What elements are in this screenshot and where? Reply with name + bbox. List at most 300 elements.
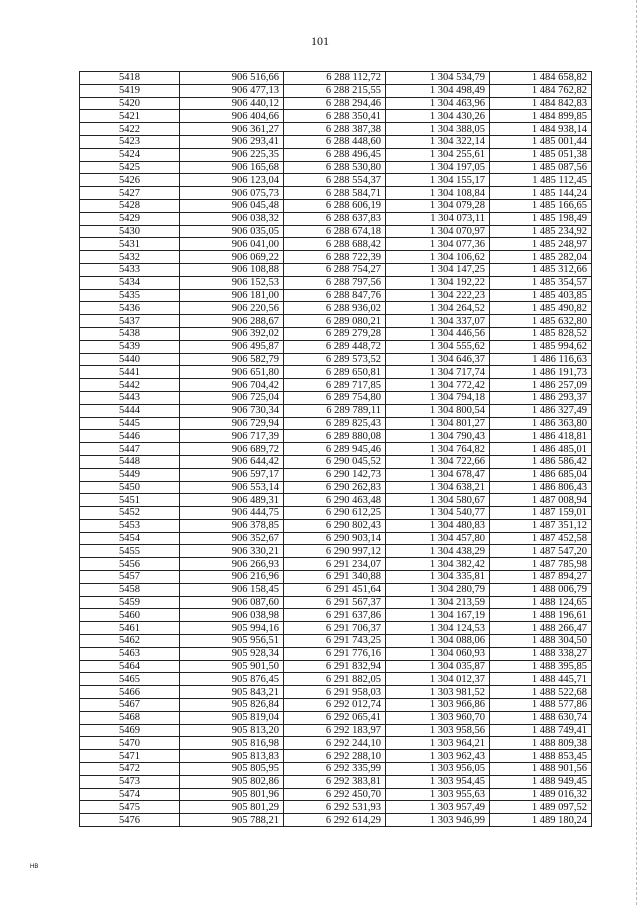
table-row bbox=[80, 507, 592, 520]
point-id-cell: 5460 bbox=[80, 609, 180, 622]
coordinate-cell: 6 291 776,16 bbox=[284, 647, 386, 660]
table-row bbox=[80, 263, 592, 276]
coordinate-cell: 906 444,75 bbox=[180, 507, 284, 520]
table-row bbox=[80, 814, 592, 827]
coordinate-cell: 1 486 485,01 bbox=[490, 443, 592, 456]
point-id-cell: 5423 bbox=[80, 135, 180, 148]
table-row bbox=[80, 225, 592, 238]
table-row bbox=[80, 430, 592, 443]
coordinate-cell: 906 495,87 bbox=[180, 340, 284, 353]
coordinates-table-body bbox=[80, 72, 592, 827]
table-row bbox=[80, 123, 592, 136]
table-row bbox=[80, 199, 592, 212]
point-id-cell: 5441 bbox=[80, 366, 180, 379]
point-id-cell: 5447 bbox=[80, 443, 180, 456]
coordinate-cell: 1 484 658,82 bbox=[490, 72, 592, 85]
coordinate-cell: 1 304 070,97 bbox=[386, 225, 490, 238]
point-id-cell: 5437 bbox=[80, 315, 180, 328]
point-id-cell: 5474 bbox=[80, 788, 180, 801]
coordinate-cell: 1 488 949,45 bbox=[490, 775, 592, 788]
point-id-cell: 5444 bbox=[80, 404, 180, 417]
point-id-cell: 5453 bbox=[80, 519, 180, 532]
coordinate-cell: 1 484 938,14 bbox=[490, 123, 592, 136]
coordinate-cell: 1 488 266,47 bbox=[490, 622, 592, 635]
coordinate-cell: 906 075,73 bbox=[180, 187, 284, 200]
coordinate-cell: 906 330,21 bbox=[180, 545, 284, 558]
coordinate-cell: 905 801,96 bbox=[180, 788, 284, 801]
coordinate-cell: 6 291 340,88 bbox=[284, 571, 386, 584]
coordinate-cell: 6 290 463,48 bbox=[284, 494, 386, 507]
coordinate-cell: 1 486 327,49 bbox=[490, 404, 592, 417]
coordinate-cell: 6 288 554,37 bbox=[284, 174, 386, 187]
point-id-cell: 5471 bbox=[80, 750, 180, 763]
coordinate-cell: 1 484 842,83 bbox=[490, 97, 592, 110]
coordinate-cell: 6 289 945,46 bbox=[284, 443, 386, 456]
point-id-cell: 5418 bbox=[80, 72, 180, 85]
coordinate-cell: 1 304 722,66 bbox=[386, 455, 490, 468]
coordinate-cell: 6 291 706,37 bbox=[284, 622, 386, 635]
table-row bbox=[80, 366, 592, 379]
table-row bbox=[80, 289, 592, 302]
coordinate-cell: 6 288 722,39 bbox=[284, 251, 386, 264]
coordinate-cell: 1 485 234,92 bbox=[490, 225, 592, 238]
table-row bbox=[80, 148, 592, 161]
coordinate-cell: 1 304 155,17 bbox=[386, 174, 490, 187]
coordinate-cell: 1 488 901,56 bbox=[490, 763, 592, 776]
point-id-cell: 5420 bbox=[80, 97, 180, 110]
coordinate-cell: 1 304 438,29 bbox=[386, 545, 490, 558]
coordinate-cell: 6 289 789,11 bbox=[284, 404, 386, 417]
coordinate-cell: 1 485 312,66 bbox=[490, 263, 592, 276]
coordinate-cell: 906 582,79 bbox=[180, 353, 284, 366]
coordinate-cell: 905 826,84 bbox=[180, 699, 284, 712]
coordinate-cell: 6 292 531,93 bbox=[284, 801, 386, 814]
coordinate-cell: 906 392,02 bbox=[180, 327, 284, 340]
coordinate-cell: 1 486 191,73 bbox=[490, 366, 592, 379]
coordinate-cell: 1 304 580,67 bbox=[386, 494, 490, 507]
coordinate-cell: 905 813,83 bbox=[180, 750, 284, 763]
coordinate-cell: 1 303 946,99 bbox=[386, 814, 490, 827]
table-row bbox=[80, 110, 592, 123]
coordinate-cell: 6 289 754,80 bbox=[284, 391, 386, 404]
table-row bbox=[80, 737, 592, 750]
coordinate-cell: 1 303 964,21 bbox=[386, 737, 490, 750]
coordinate-cell: 1 484 899,85 bbox=[490, 110, 592, 123]
table-row bbox=[80, 455, 592, 468]
table-row bbox=[80, 583, 592, 596]
table-row bbox=[80, 673, 592, 686]
coordinate-cell: 1 304 534,79 bbox=[386, 72, 490, 85]
point-id-cell: 5476 bbox=[80, 814, 180, 827]
coordinate-cell: 1 304 430,26 bbox=[386, 110, 490, 123]
coordinate-cell: 906 293,41 bbox=[180, 135, 284, 148]
table-row bbox=[80, 161, 592, 174]
point-id-cell: 5428 bbox=[80, 199, 180, 212]
coordinate-cell: 6 288 606,19 bbox=[284, 199, 386, 212]
coordinate-cell: 1 488 395,85 bbox=[490, 660, 592, 673]
coordinate-cell: 1 304 213,59 bbox=[386, 596, 490, 609]
coordinate-cell: 6 290 997,12 bbox=[284, 545, 386, 558]
coordinate-cell: 1 488 124,65 bbox=[490, 596, 592, 609]
coordinate-cell: 6 288 530,80 bbox=[284, 161, 386, 174]
point-id-cell: 5466 bbox=[80, 686, 180, 699]
coordinate-cell: 906 266,93 bbox=[180, 558, 284, 571]
coordinate-cell: 1 488 196,61 bbox=[490, 609, 592, 622]
coordinate-cell: 1 304 106,62 bbox=[386, 251, 490, 264]
coordinate-cell: 1 486 116,63 bbox=[490, 353, 592, 366]
coordinate-cell: 1 487 351,12 bbox=[490, 519, 592, 532]
table-row bbox=[80, 711, 592, 724]
table-row bbox=[80, 391, 592, 404]
coordinate-cell: 906 045,48 bbox=[180, 199, 284, 212]
coordinate-cell: 1 304 280,79 bbox=[386, 583, 490, 596]
coordinate-cell: 905 813,20 bbox=[180, 724, 284, 737]
coordinate-cell: 1 485 087,56 bbox=[490, 161, 592, 174]
coordinate-cell: 1 304 678,47 bbox=[386, 468, 490, 481]
point-id-cell: 5462 bbox=[80, 635, 180, 648]
table-row bbox=[80, 519, 592, 532]
coordinate-cell: 1 304 147,25 bbox=[386, 263, 490, 276]
coordinate-cell: 6 289 650,81 bbox=[284, 366, 386, 379]
coordinate-cell: 6 292 288,10 bbox=[284, 750, 386, 763]
table-row bbox=[80, 801, 592, 814]
coordinate-cell: 1 304 088,06 bbox=[386, 635, 490, 648]
coordinate-cell: 1 485 354,57 bbox=[490, 276, 592, 289]
coordinate-cell: 1 304 555,62 bbox=[386, 340, 490, 353]
point-id-cell: 5429 bbox=[80, 212, 180, 225]
point-id-cell: 5431 bbox=[80, 238, 180, 251]
coordinate-cell: 1 304 255,61 bbox=[386, 148, 490, 161]
page-edge-line bbox=[635, 0, 637, 905]
point-id-cell: 5426 bbox=[80, 174, 180, 187]
table-row bbox=[80, 353, 592, 366]
coordinate-cell: 1 304 638,21 bbox=[386, 481, 490, 494]
coordinate-cell: 906 041,00 bbox=[180, 238, 284, 251]
coordinate-cell: 1 304 264,52 bbox=[386, 302, 490, 315]
coordinate-cell: 906 123,04 bbox=[180, 174, 284, 187]
point-id-cell: 5472 bbox=[80, 763, 180, 776]
point-id-cell: 5450 bbox=[80, 481, 180, 494]
coordinate-cell: 1 303 958,56 bbox=[386, 724, 490, 737]
coordinate-cell: 6 289 448,72 bbox=[284, 340, 386, 353]
point-id-cell: 5432 bbox=[80, 251, 180, 264]
point-id-cell: 5452 bbox=[80, 507, 180, 520]
coordinate-cell: 1 303 954,45 bbox=[386, 775, 490, 788]
coordinate-cell: 906 689,72 bbox=[180, 443, 284, 456]
table-row bbox=[80, 468, 592, 481]
coordinate-cell: 906 216,96 bbox=[180, 571, 284, 584]
coordinate-cell: 6 292 244,10 bbox=[284, 737, 386, 750]
coordinate-cell: 1 485 051,38 bbox=[490, 148, 592, 161]
coordinates-table bbox=[79, 71, 592, 827]
point-id-cell: 5421 bbox=[80, 110, 180, 123]
coordinate-cell: 6 292 183,97 bbox=[284, 724, 386, 737]
coordinate-cell: 6 289 279,28 bbox=[284, 327, 386, 340]
coordinate-cell: 906 725,04 bbox=[180, 391, 284, 404]
coordinate-cell: 1 486 806,43 bbox=[490, 481, 592, 494]
coordinate-cell: 1 304 540,77 bbox=[386, 507, 490, 520]
coordinate-cell: 6 288 797,56 bbox=[284, 276, 386, 289]
coordinate-cell: 906 597,17 bbox=[180, 468, 284, 481]
point-id-cell: 5475 bbox=[80, 801, 180, 814]
table-row bbox=[80, 84, 592, 97]
table-row bbox=[80, 340, 592, 353]
coordinate-cell: 1 303 956,05 bbox=[386, 763, 490, 776]
coordinate-cell: 1 304 035,87 bbox=[386, 660, 490, 673]
coordinate-cell: 906 108,88 bbox=[180, 263, 284, 276]
point-id-cell: 5427 bbox=[80, 187, 180, 200]
coordinate-cell: 1 304 322,14 bbox=[386, 135, 490, 148]
coordinate-cell: 1 304 077,36 bbox=[386, 238, 490, 251]
coordinate-cell: 1 304 197,05 bbox=[386, 161, 490, 174]
table-row bbox=[80, 404, 592, 417]
coordinate-cell: 906 644,42 bbox=[180, 455, 284, 468]
coordinate-cell: 1 485 632,80 bbox=[490, 315, 592, 328]
coordinate-cell: 1 304 079,28 bbox=[386, 199, 490, 212]
coordinate-cell: 6 291 234,07 bbox=[284, 558, 386, 571]
coordinate-cell: 1 485 166,65 bbox=[490, 199, 592, 212]
coordinate-cell: 1 487 452,58 bbox=[490, 532, 592, 545]
coordinate-cell: 906 489,31 bbox=[180, 494, 284, 507]
coordinate-cell: 1 304 498,49 bbox=[386, 84, 490, 97]
coordinate-cell: 905 788,21 bbox=[180, 814, 284, 827]
coordinate-cell: 906 516,66 bbox=[180, 72, 284, 85]
table-row bbox=[80, 315, 592, 328]
coordinate-cell: 1 304 222,23 bbox=[386, 289, 490, 302]
table-row bbox=[80, 212, 592, 225]
point-id-cell: 5461 bbox=[80, 622, 180, 635]
coordinate-cell: 1 489 180,24 bbox=[490, 814, 592, 827]
table-row bbox=[80, 775, 592, 788]
coordinate-cell: 1 304 335,81 bbox=[386, 571, 490, 584]
coordinate-cell: 6 288 936,02 bbox=[284, 302, 386, 315]
coordinate-cell: 1 304 764,82 bbox=[386, 443, 490, 456]
coordinate-cell: 906 038,98 bbox=[180, 609, 284, 622]
coordinate-cell: 906 152,53 bbox=[180, 276, 284, 289]
coordinate-cell: 1 304 717,74 bbox=[386, 366, 490, 379]
coordinate-cell: 1 485 994,62 bbox=[490, 340, 592, 353]
table-row bbox=[80, 558, 592, 571]
coordinate-cell: 6 291 637,86 bbox=[284, 609, 386, 622]
coordinate-cell: 6 288 637,83 bbox=[284, 212, 386, 225]
coordinate-cell: 1 488 749,41 bbox=[490, 724, 592, 737]
coordinate-cell: 6 290 802,43 bbox=[284, 519, 386, 532]
coordinate-cell: 1 304 124,53 bbox=[386, 622, 490, 635]
coordinate-cell: 1 487 547,20 bbox=[490, 545, 592, 558]
coordinate-cell: 1 304 073,11 bbox=[386, 212, 490, 225]
coordinate-cell: 905 928,34 bbox=[180, 647, 284, 660]
point-id-cell: 5422 bbox=[80, 123, 180, 136]
coordinate-cell: 1 485 198,49 bbox=[490, 212, 592, 225]
table-row bbox=[80, 379, 592, 392]
coordinate-cell: 905 843,21 bbox=[180, 686, 284, 699]
coordinate-cell: 6 289 825,43 bbox=[284, 417, 386, 430]
coordinate-cell: 1 486 685,04 bbox=[490, 468, 592, 481]
table-row bbox=[80, 699, 592, 712]
coordinate-cell: 1 485 403,85 bbox=[490, 289, 592, 302]
coordinate-cell: 6 288 584,71 bbox=[284, 187, 386, 200]
point-id-cell: 5463 bbox=[80, 647, 180, 660]
coordinate-cell: 1 486 293,37 bbox=[490, 391, 592, 404]
coordinate-cell: 6 290 903,14 bbox=[284, 532, 386, 545]
coordinate-cell: 1 486 257,09 bbox=[490, 379, 592, 392]
table-row bbox=[80, 622, 592, 635]
coordinate-cell: 6 288 215,55 bbox=[284, 84, 386, 97]
coordinate-cell: 1 303 960,70 bbox=[386, 711, 490, 724]
footer-mark: HB bbox=[30, 864, 39, 870]
coordinate-cell: 906 165,68 bbox=[180, 161, 284, 174]
coordinate-cell: 6 291 743,25 bbox=[284, 635, 386, 648]
coordinate-cell: 1 489 097,52 bbox=[490, 801, 592, 814]
coordinate-cell: 905 956,51 bbox=[180, 635, 284, 648]
point-id-cell: 5473 bbox=[80, 775, 180, 788]
coordinate-cell: 906 361,27 bbox=[180, 123, 284, 136]
coordinate-cell: 6 288 294,46 bbox=[284, 97, 386, 110]
point-id-cell: 5451 bbox=[80, 494, 180, 507]
coordinate-cell: 1 486 363,80 bbox=[490, 417, 592, 430]
coordinate-cell: 6 292 614,29 bbox=[284, 814, 386, 827]
coordinate-cell: 6 291 958,03 bbox=[284, 686, 386, 699]
coordinate-cell: 1 304 801,27 bbox=[386, 417, 490, 430]
coordinate-cell: 1 304 800,54 bbox=[386, 404, 490, 417]
coordinate-cell: 1 488 853,45 bbox=[490, 750, 592, 763]
coordinate-cell: 905 805,95 bbox=[180, 763, 284, 776]
coordinate-cell: 1 487 894,27 bbox=[490, 571, 592, 584]
point-id-cell: 5456 bbox=[80, 558, 180, 571]
table-row bbox=[80, 327, 592, 340]
point-id-cell: 5442 bbox=[80, 379, 180, 392]
coordinate-cell: 1 304 794,18 bbox=[386, 391, 490, 404]
coordinate-cell: 905 994,16 bbox=[180, 622, 284, 635]
coordinate-cell: 6 289 717,85 bbox=[284, 379, 386, 392]
table-row bbox=[80, 251, 592, 264]
table-row bbox=[80, 647, 592, 660]
point-id-cell: 5434 bbox=[80, 276, 180, 289]
coordinate-cell: 1 304 480,83 bbox=[386, 519, 490, 532]
coordinate-cell: 1 488 338,27 bbox=[490, 647, 592, 660]
coordinate-cell: 1 487 008,94 bbox=[490, 494, 592, 507]
coordinate-cell: 1 488 445,71 bbox=[490, 673, 592, 686]
coordinate-cell: 906 729,94 bbox=[180, 417, 284, 430]
coordinate-cell: 6 288 688,42 bbox=[284, 238, 386, 251]
coordinate-cell: 906 181,00 bbox=[180, 289, 284, 302]
coordinate-cell: 1 304 337,07 bbox=[386, 315, 490, 328]
coordinate-cell: 1 304 012,37 bbox=[386, 673, 490, 686]
coordinate-cell: 906 477,13 bbox=[180, 84, 284, 97]
coordinate-cell: 6 288 496,45 bbox=[284, 148, 386, 161]
coordinate-cell: 1 304 192,22 bbox=[386, 276, 490, 289]
coordinate-cell: 905 901,50 bbox=[180, 660, 284, 673]
point-id-cell: 5454 bbox=[80, 532, 180, 545]
coordinate-cell: 1 488 522,68 bbox=[490, 686, 592, 699]
coordinate-cell: 1 303 981,52 bbox=[386, 686, 490, 699]
coordinate-cell: 6 288 754,27 bbox=[284, 263, 386, 276]
table-row bbox=[80, 238, 592, 251]
coordinate-cell: 6 288 674,18 bbox=[284, 225, 386, 238]
coordinate-cell: 6 288 448,60 bbox=[284, 135, 386, 148]
coordinate-cell: 6 290 612,25 bbox=[284, 507, 386, 520]
table-row bbox=[80, 135, 592, 148]
table-row bbox=[80, 609, 592, 622]
coordinate-cell: 6 291 832,94 bbox=[284, 660, 386, 673]
point-id-cell: 5436 bbox=[80, 302, 180, 315]
coordinate-cell: 1 304 646,37 bbox=[386, 353, 490, 366]
point-id-cell: 5424 bbox=[80, 148, 180, 161]
coordinate-cell: 1 485 490,82 bbox=[490, 302, 592, 315]
coordinate-cell: 906 378,85 bbox=[180, 519, 284, 532]
table-row bbox=[80, 750, 592, 763]
point-id-cell: 5438 bbox=[80, 327, 180, 340]
coordinate-cell: 906 404,66 bbox=[180, 110, 284, 123]
point-id-cell: 5457 bbox=[80, 571, 180, 584]
coordinate-cell: 1 484 762,82 bbox=[490, 84, 592, 97]
coordinate-cell: 905 876,45 bbox=[180, 673, 284, 686]
point-id-cell: 5465 bbox=[80, 673, 180, 686]
coordinate-cell: 1 304 060,93 bbox=[386, 647, 490, 660]
coordinate-cell: 6 292 065,41 bbox=[284, 711, 386, 724]
coordinate-cell: 905 819,04 bbox=[180, 711, 284, 724]
point-id-cell: 5458 bbox=[80, 583, 180, 596]
coordinate-cell: 906 225,35 bbox=[180, 148, 284, 161]
point-id-cell: 5467 bbox=[80, 699, 180, 712]
table-row bbox=[80, 481, 592, 494]
table-row bbox=[80, 763, 592, 776]
table-row bbox=[80, 72, 592, 85]
coordinate-cell: 6 289 880,08 bbox=[284, 430, 386, 443]
coordinate-cell: 6 291 451,64 bbox=[284, 583, 386, 596]
coordinate-cell: 6 292 450,70 bbox=[284, 788, 386, 801]
coordinate-cell: 1 304 463,96 bbox=[386, 97, 490, 110]
table-row bbox=[80, 660, 592, 673]
coordinate-cell: 1 485 112,45 bbox=[490, 174, 592, 187]
coordinate-cell: 906 440,12 bbox=[180, 97, 284, 110]
point-id-cell: 5470 bbox=[80, 737, 180, 750]
coordinate-cell: 1 488 304,50 bbox=[490, 635, 592, 648]
coordinate-cell: 1 303 966,86 bbox=[386, 699, 490, 712]
coordinate-cell: 906 553,14 bbox=[180, 481, 284, 494]
table-row bbox=[80, 417, 592, 430]
coordinate-cell: 6 291 567,37 bbox=[284, 596, 386, 609]
point-id-cell: 5440 bbox=[80, 353, 180, 366]
coordinate-cell: 906 288,67 bbox=[180, 315, 284, 328]
coordinate-cell: 906 352,67 bbox=[180, 532, 284, 545]
coordinate-cell: 906 038,32 bbox=[180, 212, 284, 225]
point-id-cell: 5435 bbox=[80, 289, 180, 302]
point-id-cell: 5425 bbox=[80, 161, 180, 174]
coordinate-cell: 1 488 809,38 bbox=[490, 737, 592, 750]
coordinate-cell: 1 485 001,44 bbox=[490, 135, 592, 148]
coordinate-cell: 6 290 262,83 bbox=[284, 481, 386, 494]
point-id-cell: 5469 bbox=[80, 724, 180, 737]
table-row bbox=[80, 724, 592, 737]
coordinate-cell: 1 304 772,42 bbox=[386, 379, 490, 392]
coordinate-cell: 6 288 847,76 bbox=[284, 289, 386, 302]
table-row bbox=[80, 443, 592, 456]
table-row bbox=[80, 187, 592, 200]
coordinate-cell: 1 485 248,97 bbox=[490, 238, 592, 251]
coordinate-cell: 1 303 962,43 bbox=[386, 750, 490, 763]
coordinate-cell: 1 486 418,81 bbox=[490, 430, 592, 443]
coordinate-cell: 906 220,56 bbox=[180, 302, 284, 315]
coordinate-cell: 905 801,29 bbox=[180, 801, 284, 814]
table-row bbox=[80, 302, 592, 315]
coordinate-cell: 6 292 383,81 bbox=[284, 775, 386, 788]
coordinate-cell: 906 704,42 bbox=[180, 379, 284, 392]
coordinate-cell: 1 304 167,19 bbox=[386, 609, 490, 622]
table-row bbox=[80, 532, 592, 545]
table-row bbox=[80, 494, 592, 507]
table-row bbox=[80, 545, 592, 558]
